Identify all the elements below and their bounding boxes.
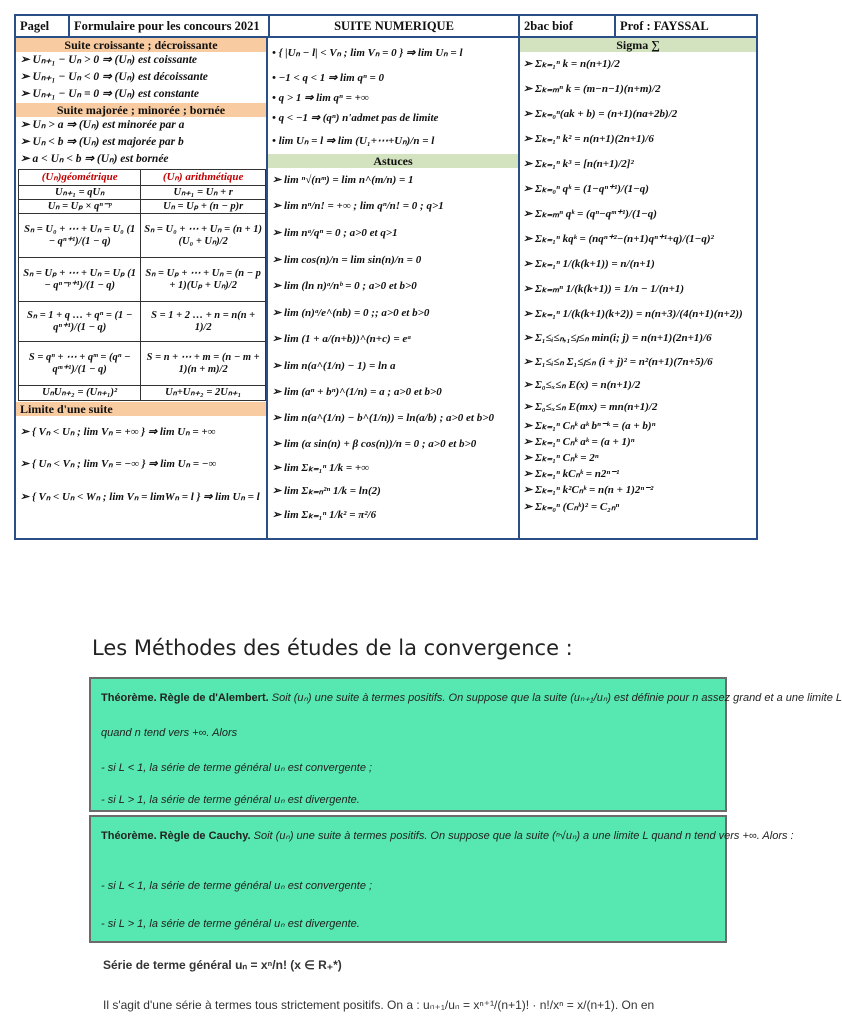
formula-line: • −1 < q < 1 ⇒ lim qⁿ = 0 [272,72,385,84]
tip-line: ➢ lim Σₖ₌ₙ²ⁿ 1/k = ln(2) [272,485,381,497]
sigma-line: ➢ Σₖ₌₁ⁿ k = n(n+1)/2 [523,58,620,70]
sigma-line: ➢ Σₖ₌₀ⁿ (Cₙᵏ)² = C₂ₙⁿ [523,501,620,513]
sigma-line: ➢ Σₖ₌₁ⁿ k²Cₙᵏ = n(n + 1)2ⁿ⁻² [523,484,654,496]
cauchy-title: Théorème. Règle de Cauchy. [101,830,251,842]
table-header: (Uₙ)géométrique [19,170,141,186]
sheet-header [16,16,756,38]
tip-line: ➢ lim n(a^(1/n) − 1) = ln a [272,360,396,372]
sigma-line: ➢ Σₖ₌₁ⁿ 1/(k(k+1)) = n/(n+1) [523,258,655,270]
limit-line: ➢ { Vₙ < Uₙ ; lim Vₙ = +∞ } ⇒ lim Uₙ = +∞ [20,426,216,438]
sigma-line: ➢ Σₖ₌₁ⁿ Cₙᵏ aᵏ = (a + 1)ⁿ [523,436,635,448]
sigma-line: ➢ Σₖ₌ₘⁿ k = (m−n−1)(n+m)/2 [523,83,661,95]
alembert-case-2: - si L > 1, la série de terme général uₙ est divergente. [101,794,360,806]
tip-line: ➢ lim n(a^(1/n) − b^(1/n)) = ln(a/b) ; a>0 et b>0 [272,412,494,424]
formula-line: ➢ Uₙ₊₁ − Uₙ < 0 ⇒ (Uₙ) est décoissante [20,71,208,83]
sigma-line: ➢ Σₖ₌₁ⁿ Cₙᵏ = 2ⁿ [523,452,599,464]
alembert-text: Soit (uₙ) une suite à termes positifs. On suppose que la suite (uₙ₊₁/uₙ) est définie pour n assez grand et a une limite L [271,692,842,704]
tip-line: ➢ lim (aⁿ + bⁿ)^(1/n) = a ; a>0 et b>0 [272,386,442,398]
cauchy-case-1: - si L < 1, la série de terme général uₙ est convergente ; [101,880,373,892]
tip-line: ➢ lim Σₖ₌₁ⁿ 1/k² = π²/6 [272,509,377,521]
level-label: 2bac biof [520,16,616,36]
limit-line: ➢ { Vₙ < Uₙ < Wₙ ; lim Vₙ = limWₙ = l } ⇒ lim Uₙ = l [20,491,260,503]
tip-line: ➢ lim (1 + a/(n+b))^(n+c) = eᵃ [272,333,411,345]
table-cell: Sₙ = Uₚ + ⋯ + Uₙ = (n − p + 1)(Uₚ + Uₙ)/2 [141,258,266,302]
column-sigma [520,38,756,538]
formula-line: • q < −1 ⇒ (qⁿ) n'admet pas de limite [272,112,439,124]
table-cell: Sₙ = Uₚ + ⋯ + Uₙ = Uₚ (1 − qⁿ⁻ᵖ⁺¹)/(1 − q) [19,258,141,302]
column-suites [16,38,268,538]
alembert-theorem-box [89,677,842,812]
formula-line: ➢ a < Uₙ < b ⇒ (Uₙ) est bornée [20,153,169,165]
table-cell: S = 1 + 2 … + n = n(n + 1)/2 [141,302,266,342]
formula-line: ➢ Uₙ < b ⇒ (Uₙ) est majorée par b [20,136,184,148]
section-title: Sigma ∑ [520,38,756,52]
alembert-case-1: - si L < 1, la série de terme général uₙ est convergente ; [101,762,373,774]
section-title: Suite majorée ; minorée ; bornée [16,103,266,117]
table-cell: S = qⁿ + ⋯ + qᵐ = (qⁿ − qᵐ⁺¹)/(1 − q) [19,342,141,386]
sigma-line: ➢ Σ₀≤ₓ≤ₙ E(mx) = mn(n+1)/2 [523,401,658,413]
formula-sheet [14,14,758,540]
tip-line: ➢ lim nᵃ/qⁿ = 0 ; a>0 et q>1 [272,227,398,239]
formula-line: • q > 1 ⇒ lim qⁿ = +∞ [272,92,369,104]
sigma-line: ➢ Σₖ₌₁ⁿ 1/(k(k+1)(k+2)) = n(n+3)/(4(n+1)(n+2)) [523,308,743,320]
sigma-line: ➢ Σₖ₌₁ⁿ kCₙᵏ = n2ⁿ⁻¹ [523,468,620,480]
sigma-line: ➢ Σₖ₌₀ⁿ(ak + b) = (n+1)(na+2b)/2 [523,108,678,120]
formula-line: ➢ Uₙ > a ⇒ (Uₙ) est minorée par a [20,119,185,131]
sigma-line: ➢ Σₖ₌₀ⁿ qᵏ = (1−qⁿ⁺¹)/(1−q) [523,183,649,195]
table-cell: Uₙ₊₁ = qUₙ [19,186,141,200]
table-cell: UₙUₙ₊₂ = (Uₙ₊₁)² [19,386,141,401]
sheet-title: SUITE NUMERIQUE [270,16,520,36]
table-cell: Sₙ = U₀ + ⋯ + Uₙ = (n + 1)(U₀ + Uₙ)/2 [141,214,266,258]
table-cell: Sₙ = 1 + q … + qⁿ = (1 − qⁿ⁺¹)/(1 − q) [19,302,141,342]
methods-heading: Les Méthodes des études de la convergence : [92,636,573,660]
tip-line: ➢ lim (α sin(n) + β cos(n))/n = 0 ; a>0 et b>0 [272,438,477,450]
sigma-line: ➢ Σ₀≤ₓ≤ₙ E(x) = n(n+1)/2 [523,379,641,391]
table-cell: S = n + ⋯ + m = (n − m + 1)(n + m)/2 [141,342,266,386]
alembert-title: Théorème. Règle de d'Alembert. [101,692,269,704]
tip-line: ➢ lim cos(n)/n = lim sin(n)/n = 0 [272,254,422,266]
formula-line: • { |Uₙ − l| < Vₙ ; lim Vₙ = 0 } ⇒ lim Uₙ = l [272,47,463,59]
formulaire-label: Formulaire pour les concours 2021 [70,16,270,36]
section-title: Suite croissante ; décroissante [16,38,266,52]
sigma-line: ➢ Σ₁≤ᵢ≤ₙ,₁≤ⱼ≤ₙ min(i; j) = n(n+1)(2n+1)/6 [523,332,712,344]
table-cell: Sₙ = U₀ + ⋯ + Uₙ = U₀ (1 − qⁿ⁺¹)/(1 − q) [19,214,141,258]
alembert-text-2: quand n tend vers +∞. Alors [101,727,238,739]
suites-table [18,169,266,401]
serie-title: Série de terme général uₙ = xⁿ/n! (x ∈ R₊*) [103,958,342,972]
table-cell: Uₙ = Uₚ + (n − p)r [141,200,266,214]
tip-line: ➢ lim ⁿ√(nᵐ) = lim n^(m/n) = 1 [272,174,414,186]
table-cell: Uₙ = Uₚ × qⁿ⁻ᵖ [19,200,141,214]
column-limites [268,38,520,538]
cauchy-case-2: - si L > 1, la série de terme général uₙ est divergente. [101,918,360,930]
tip-line: ➢ lim nⁿ/n! = +∞ ; lim qⁿ/n! = 0 ; q>1 [272,200,444,212]
sigma-line: ➢ Σₖ₌₁ⁿ k² = n(n+1)(2n+1)/6 [523,133,654,145]
sigma-line: ➢ Σₖ₌ₘⁿ qᵏ = (qⁿ−qᵐ⁺¹)/(1−q) [523,208,657,220]
table-header: (Uₙ) arithmétique [141,170,266,186]
sigma-line: ➢ Σₖ₌₁ⁿ kqᵏ = (nqⁿ⁺²−(n+1)qⁿ⁺¹+q)/(1−q)² [523,233,714,245]
tip-line: ➢ lim (n)ᵃ/e^(nb) = 0 ;; a>0 et b>0 [272,307,430,319]
formula-line: ➢ Uₙ₊₁ − Uₙ > 0 ⇒ (Uₙ) est coissante [20,54,198,66]
prof-label: Prof : FAYSSAL [620,18,709,33]
formula-line: ➢ Uₙ₊₁ − Uₙ = 0 ⇒ (Uₙ) est constante [20,88,199,100]
cauchy-theorem-box [89,815,794,943]
serie-text: Il s'agit d'une série à termes tous strictement positifs. On a : uₙ₊₁/uₙ = xⁿ⁺¹/(n+1)! · n!/xⁿ = x/(n+1). On en [103,998,655,1012]
table-cell: Uₙ₊₁ = Uₙ + r [141,186,266,200]
section-title: Astuces [268,154,518,168]
sigma-line: ➢ Σ₁≤ᵢ≤ₙ Σ₁≤ⱼ≤ₙ (i + j)² = n²(n+1)(7n+5)/6 [523,356,713,368]
formula-line: • lim Uₙ = l ⇒ lim (U₁+⋯+Uₙ)/n = l [272,135,435,147]
table-cell: Uₙ+Uₙ₊₂ = 2Uₙ₊₁ [141,386,266,401]
limit-line: ➢ { Uₙ < Vₙ ; lim Vₙ = −∞ } ⇒ lim Uₙ = −∞ [20,458,217,470]
tip-line: ➢ lim Σₖ₌₁ⁿ 1/k = +∞ [272,462,370,474]
sigma-line: ➢ Σₖ₌ₘⁿ 1/(k(k+1)) = 1/n − 1/(n+1) [523,283,685,295]
tip-line: ➢ lim (ln n)ᵃ/nᵇ = 0 ; a>0 et b>0 [272,280,417,292]
sigma-line: ➢ Σₖ₌₁ⁿ k³ = [n(n+1)/2]² [523,158,634,170]
page-label: Pagel [16,16,70,36]
sigma-line: ➢ Σₖ₌₁ⁿ Cₙᵏ aᵏ bⁿ⁻ᵏ = (a + b)ⁿ [523,420,656,432]
cauchy-text: Soit (uₙ) une suite à termes positifs. On suppose que la suite (ⁿ√uₙ) a une limite L quand n tend vers +∞. Alors : [253,830,794,842]
section-title: Limite d'une suite [16,402,266,416]
